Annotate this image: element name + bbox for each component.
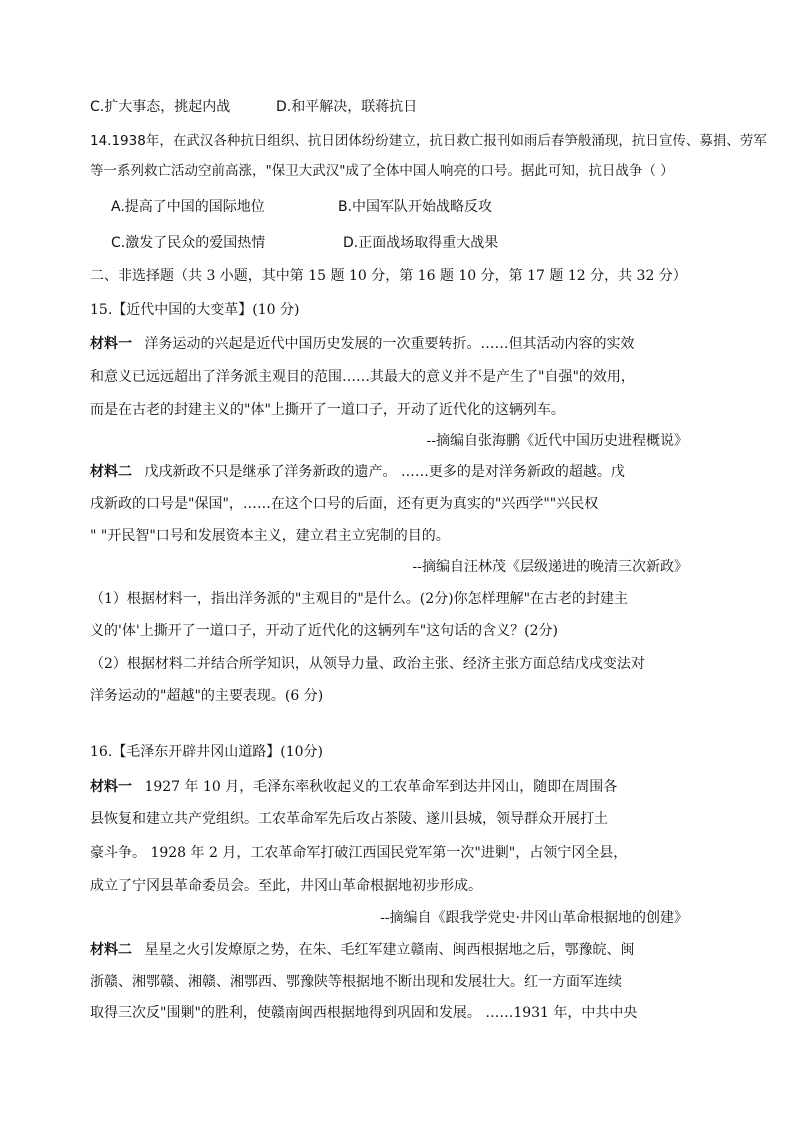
q15-material-2-line-1: 材料二 戊戌新政不只是继承了洋务新政的遗产。 ……更多的是对洋务新政的超越。戊 — [90, 464, 625, 480]
q15-question-2-line-1: （2）根据材料二并结合所学知识，从领导力量、政治主张、经济主张方面总结戊戌变法对 — [90, 656, 645, 672]
q15-material-2-line-3: " "开民智"口号和发展资本主义，建立君主立宪制的目的。 — [90, 528, 450, 544]
q16-material-1-line-4: 成立了宁冈县革命委员会。至此，井冈山革命根据地初步形成。 — [90, 878, 482, 894]
q15-material-1-line-3: 而是在古老的封建主义的"体"上撕开了一道口子，开动了近代化的这辆列车。 — [90, 402, 565, 418]
q13-option-d: D.和平解决，联蒋抗日 — [276, 99, 418, 115]
q16-material-1-source: --摘编自《跟我学党史·井冈山革命根据地的创建》 — [380, 910, 688, 926]
q15-material-1-line-1: 材料一 洋务运动的兴起是近代中国历史发展的一次重要转折。……但其活动内容的实效 — [90, 336, 635, 352]
q15-question-1-line-2: 义的'体'上撕开了一道口子，开动了近代化的这辆列车"这句话的含义？(2分) — [90, 623, 558, 639]
q15-title: 15.【近代中国的大变革】(10 分) — [90, 302, 300, 318]
q15-material-2-line-2: 戌新政的口号是"保国"，……在这个口号的后面，还有更为真实的"兴西学""兴民权 — [90, 496, 599, 512]
q15-material-1-source: --摘编自张海鹏《近代中国历史进程概说》 — [426, 433, 688, 449]
q15-question-1-line-1: （1）根据材料一，指出洋务派的"主观目的"是什么。(2分)你怎样理解"在古老的封建主 — [90, 591, 629, 607]
q15-question-2-line-2: 洋务运动的"超越"的主要表现。(6 分) — [90, 688, 324, 704]
q15-material-2-source: --摘编自汪林茂《层级递进的晚清三次新政》 — [412, 559, 688, 575]
q14-option-c: C.激发了民众的爱国热情 — [111, 235, 266, 251]
material-label: 材料二 — [90, 942, 132, 958]
q14-stem-line-2: 等一系列救亡活动空前高涨，"保卫大武汉"成了全体中国人响亮的口号。据此可知，抗日战争（ ） — [90, 163, 674, 179]
q14-option-d: D.正面战场取得重大战果 — [343, 235, 499, 251]
q16-title: 16.【毛泽东开辟井冈山道路】(10分) — [90, 744, 324, 760]
q13-option-c: C.扩大事态，挑起内战 — [90, 99, 231, 115]
section-heading: 二、非选择题（共 3 小题，其中第 15 题 10 分，第 16 题 10 分，第 17 题 12 分，共 32 分） — [90, 268, 687, 284]
material-label: 材料一 — [90, 779, 132, 795]
q16-material-1-line-2: 县恢复和建立共产党组织。工农革命军先后攻占茶陵、遂川县城，领导群众开展打土 — [90, 811, 608, 827]
q16-material-1-line-1: 材料一 1927 年 10 月，毛泽东率秋收起义的工农革命军到达井冈山，随即在周围各 — [90, 779, 618, 795]
q15-material-1-line-2: 和意义已远远超出了洋务派主观目的范围……其最大的意义并不是产生了"自强"的效用， — [90, 369, 635, 385]
q16-material-2-line-3: 取得三次反"围剿"的胜利，使赣南闽西根据地得到巩固和发展。 ……1931 年，中共中央 — [90, 1005, 638, 1021]
material-label: 材料一 — [90, 336, 132, 352]
q16-material-2-line-2: 浙赣、湘鄂赣、湘赣、湘鄂西、鄂豫陕等根据地不断出现和发展壮大。红一方面军连续 — [90, 974, 622, 990]
q14-option-b: B.中国军队开始战略反攻 — [338, 199, 493, 215]
q16-material-2-line-1: 材料二 星星之火引发燎原之势，在朱、毛红军建立赣南、闽西根据地之后，鄂豫皖、闽 — [90, 942, 635, 958]
q14-stem-line-1: 14.1938年，在武汉各种抗日组织、抗日团体纷纷建立，抗日救亡报刊如雨后春笋般涌现，抗日宣传、募捐、劳军 — [90, 133, 767, 149]
q14-option-a: A.提高了中国的国际地位 — [111, 199, 265, 215]
q16-material-1-line-3: 豪斗争。 1928 年 2 月，工农革命军打破江西国民党军第一次"进剿"，占领宁冈全县， — [90, 845, 628, 861]
material-label: 材料二 — [90, 464, 132, 480]
